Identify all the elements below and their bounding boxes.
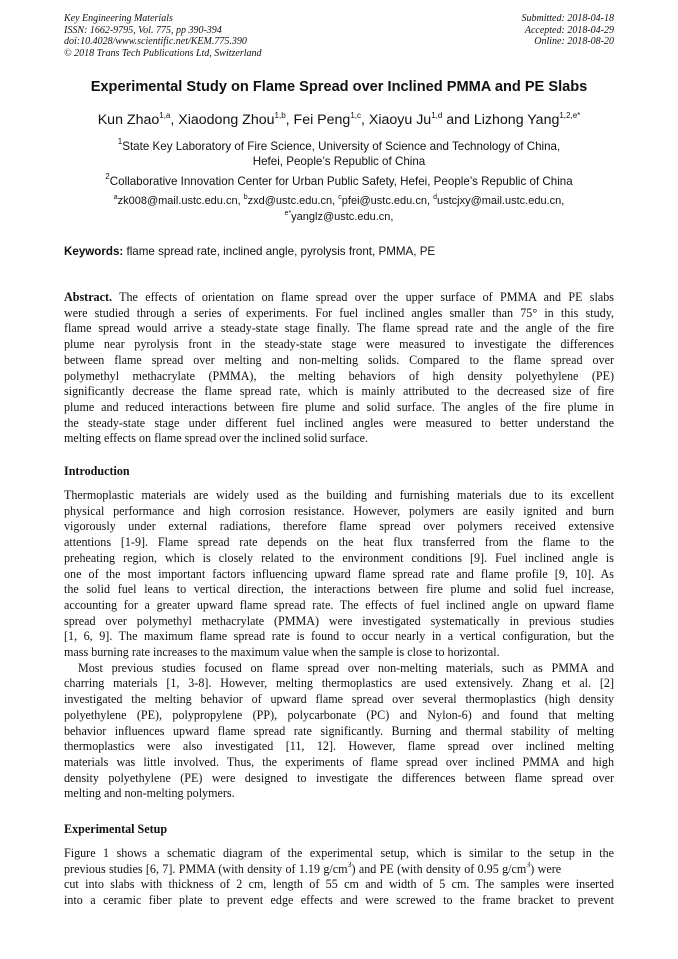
email-sup: e* (284, 210, 292, 217)
affiliation-1 (30, 139, 648, 169)
intro-line: [1, 6, 9]. The maximum flame spread rate is found to occur nearly in a vertical configuration, but the (64, 629, 614, 644)
submission-dates (522, 13, 615, 48)
accepted-date: Accepted: 2018-04-29 (524, 24, 614, 36)
abstract-line: were studied through a series of experiments. For fuel inclined angles smaller than 75° in this study, (64, 305, 614, 320)
intro-line: Thermoplastic materials are widely used as the building and furnishing materials due to its excellent (64, 488, 614, 502)
intro-line: materials was little involved. Thus, the experiments of flame spread over inclined PMMA and high (64, 754, 614, 769)
email-address[interactable]: pfei@ustc.edu.cn, (341, 195, 434, 207)
intro-line: charring materials [1, 3-8]. However, melting thermoplastics are used extensively. Zhang et al. [2] (64, 676, 614, 691)
abstract-line: melting effects on flame spread over the inclined solid surface. (64, 431, 369, 446)
intro-line: preheating region, which is closely related to the environment conditions [9]. Fuel inclined angle is (64, 550, 614, 565)
abstract-line: significantly decrease the flame spread rate, which is mainly attributed to the decreased size of fire (64, 384, 614, 399)
abstract-line: plume near pyrolysis front in the steady-state stage were measured to investigate the differences (64, 337, 614, 352)
setup-line: cut into slabs with thickness of 2 cm, length of 55 cm and width of 5 cm. The samples were inserted (64, 877, 614, 892)
paper-title: Experimental Study on Flame Spread over Inclined PMMA and PE Slabs (90, 79, 588, 95)
author-name: Kun Zhao (97, 112, 160, 128)
author-affiliation-sup: 1,a (159, 111, 171, 120)
keywords-label: Keywords: (64, 245, 124, 258)
submitted-date: Submitted: 2018-04-18 (521, 13, 614, 24)
intro-line: physical performance and high corrosion resistance. However, polymers are easily ignited and burn (64, 503, 614, 518)
section-heading-experimental-setup: Experimental Setup (64, 822, 168, 836)
setup-text (64, 846, 614, 909)
intro-line: accounting for a greater upward flame spread rate. The effects of fuel inclined angle on upward flame (64, 597, 614, 612)
affiliation-line: State Key Laboratory of Fire Science, University of Science and Technology of China, (122, 140, 561, 153)
author-separator: , (285, 112, 294, 128)
intro-line: one of the most important factors influencing upward flame spread rate and flame profile [9, 10]. As (64, 566, 614, 581)
author-name: Xiaoyu Ju (368, 112, 432, 128)
intro-line: polyethylene (PE), polypropylene (PP), polycarbonate (PC) and Nylon-6) and found that melting (64, 707, 614, 722)
email-sup: c (338, 194, 342, 201)
author-name: Lizhong Yang (473, 112, 560, 128)
author-list (30, 112, 648, 128)
affiliation-sup: 1 (117, 137, 123, 146)
intro-line: the solid fuel leans to vertical direction, the interactions between fire plume and solid fuel increase, (64, 582, 614, 597)
intro-line: thermoplastics were also investigated [11, 12]. However, flame spread over inclined melting (64, 739, 614, 754)
intro-line: Most previous studies focused on flame spread over non-melting materials, such as PMMA and (78, 660, 614, 675)
author-separator: , (361, 112, 369, 128)
author-name: Xiaodong Zhou (178, 112, 275, 128)
setup-line: Figure 1 shows a schematic diagram of the experimental setup, which is similar to the setup in the (64, 846, 614, 860)
author-name: Fei Peng (293, 112, 351, 128)
abstract-line: between flame spread over melting and non-melting solids. Compared to the flame spread over (64, 352, 614, 367)
intro-line: investigated the melting behavior of upward flame spread over several thermoplastics (high density (64, 692, 614, 707)
affiliation-sup: 2 (105, 172, 110, 181)
email-sup: a (113, 194, 118, 201)
copyright: © 2018 Trans Tech Publications Ltd, Switzerland (64, 47, 262, 59)
journal-info (64, 13, 262, 59)
keywords-text: flame spread rate, inclined angle, pyrolysis front, PMMA, PE (123, 245, 436, 258)
intro-line: vigorously under external radiations, therefore flame spread over polymers received extensive (64, 519, 614, 534)
email-list (30, 193, 648, 225)
abstract-line: the steady-state stage under different fuel inclined angles were measured to better understand the (64, 415, 614, 430)
journal-name: Key Engineering Materials (64, 13, 173, 24)
abstract (64, 290, 614, 447)
keywords (64, 245, 435, 258)
email-sup: b (243, 194, 248, 201)
author-affiliation-sup: 1,b (274, 111, 286, 120)
email-address[interactable]: zk008@mail.ustc.edu.cn, (117, 195, 244, 207)
intro-line: density polyethylene (PE) were designed to investigate the differences between flame spread over (64, 770, 614, 785)
author-separator: , (170, 112, 179, 128)
email-sup: d (433, 194, 437, 201)
intro-line: melting and non-melting polymers. (64, 786, 235, 801)
issn-info: ISSN: 1662-9795, Vol. 775, pp 390-394 (64, 24, 222, 36)
email-address[interactable]: yanglz@ustc.edu.cn, (291, 211, 394, 223)
abstract-line: plume and reduced interactions between fire plume and solid surface. The angles of the fire plume in (64, 399, 614, 414)
abstract-line: flame spread would arrive a steady-state stage finally. The flame spread rate and the angle of the fire (64, 321, 614, 336)
introduction-text (64, 488, 614, 802)
intro-line: attentions [1-9]. Flame spread rate depends on the heat flux transferred from the flame to the (64, 535, 614, 550)
abstract-line: polymethyl methacrylate (PMMA), the melting behaviors of high density polyethylene (PE) (64, 368, 614, 383)
online-date: Online: 2018-08-20 (534, 36, 614, 47)
author-affiliation-sup: 1,d (431, 111, 443, 120)
author-affiliation-sup: 1,2,e* (559, 111, 581, 120)
section-heading-introduction: Introduction (64, 464, 130, 478)
intro-line: mass burning rate increases to the maximum value when the sample is close to horizontal. (64, 645, 500, 660)
abstract-line: Abstract. The effects of orientation on flame spread over the upper surface of PMMA and PE slabs (64, 290, 614, 304)
doi-link[interactable]: doi:10.4028/www.scientific.net/KEM.775.390 (64, 36, 247, 47)
intro-line: spread over polymethyl methacrylate (PMMA) were investigated systematically in previous studies (64, 613, 614, 628)
affiliation-line: Hefei, People’s Republic of China (252, 155, 426, 168)
email-address[interactable]: ustcjxy@mail.ustc.edu.cn, (436, 195, 565, 207)
affiliation-2 (30, 174, 648, 189)
author-separator: and (442, 112, 474, 128)
author-affiliation-sup: 1,c (350, 111, 361, 120)
setup-line: previous studies [6, 7]. PMMA (with density of 1.19 $g/cm^3$) and PE (with density of 0.95 $g/cm^3$) were (64, 861, 562, 876)
intro-line: behavior influences upward flame spread rate significantly. Burning and thermal stability of melting (64, 723, 614, 738)
setup-line: into a ceramic fiber plate to prevent edge effects and were screwed to the frame bracket to prevent (64, 893, 614, 908)
abstract-label: Abstract. (64, 290, 113, 304)
affiliation-line: Collaborative Innovation Center for Urban Public Safety, Hefei, People’s Republic of China (109, 175, 573, 188)
email-address[interactable]: zxd@ustc.edu.cn, (247, 195, 339, 207)
